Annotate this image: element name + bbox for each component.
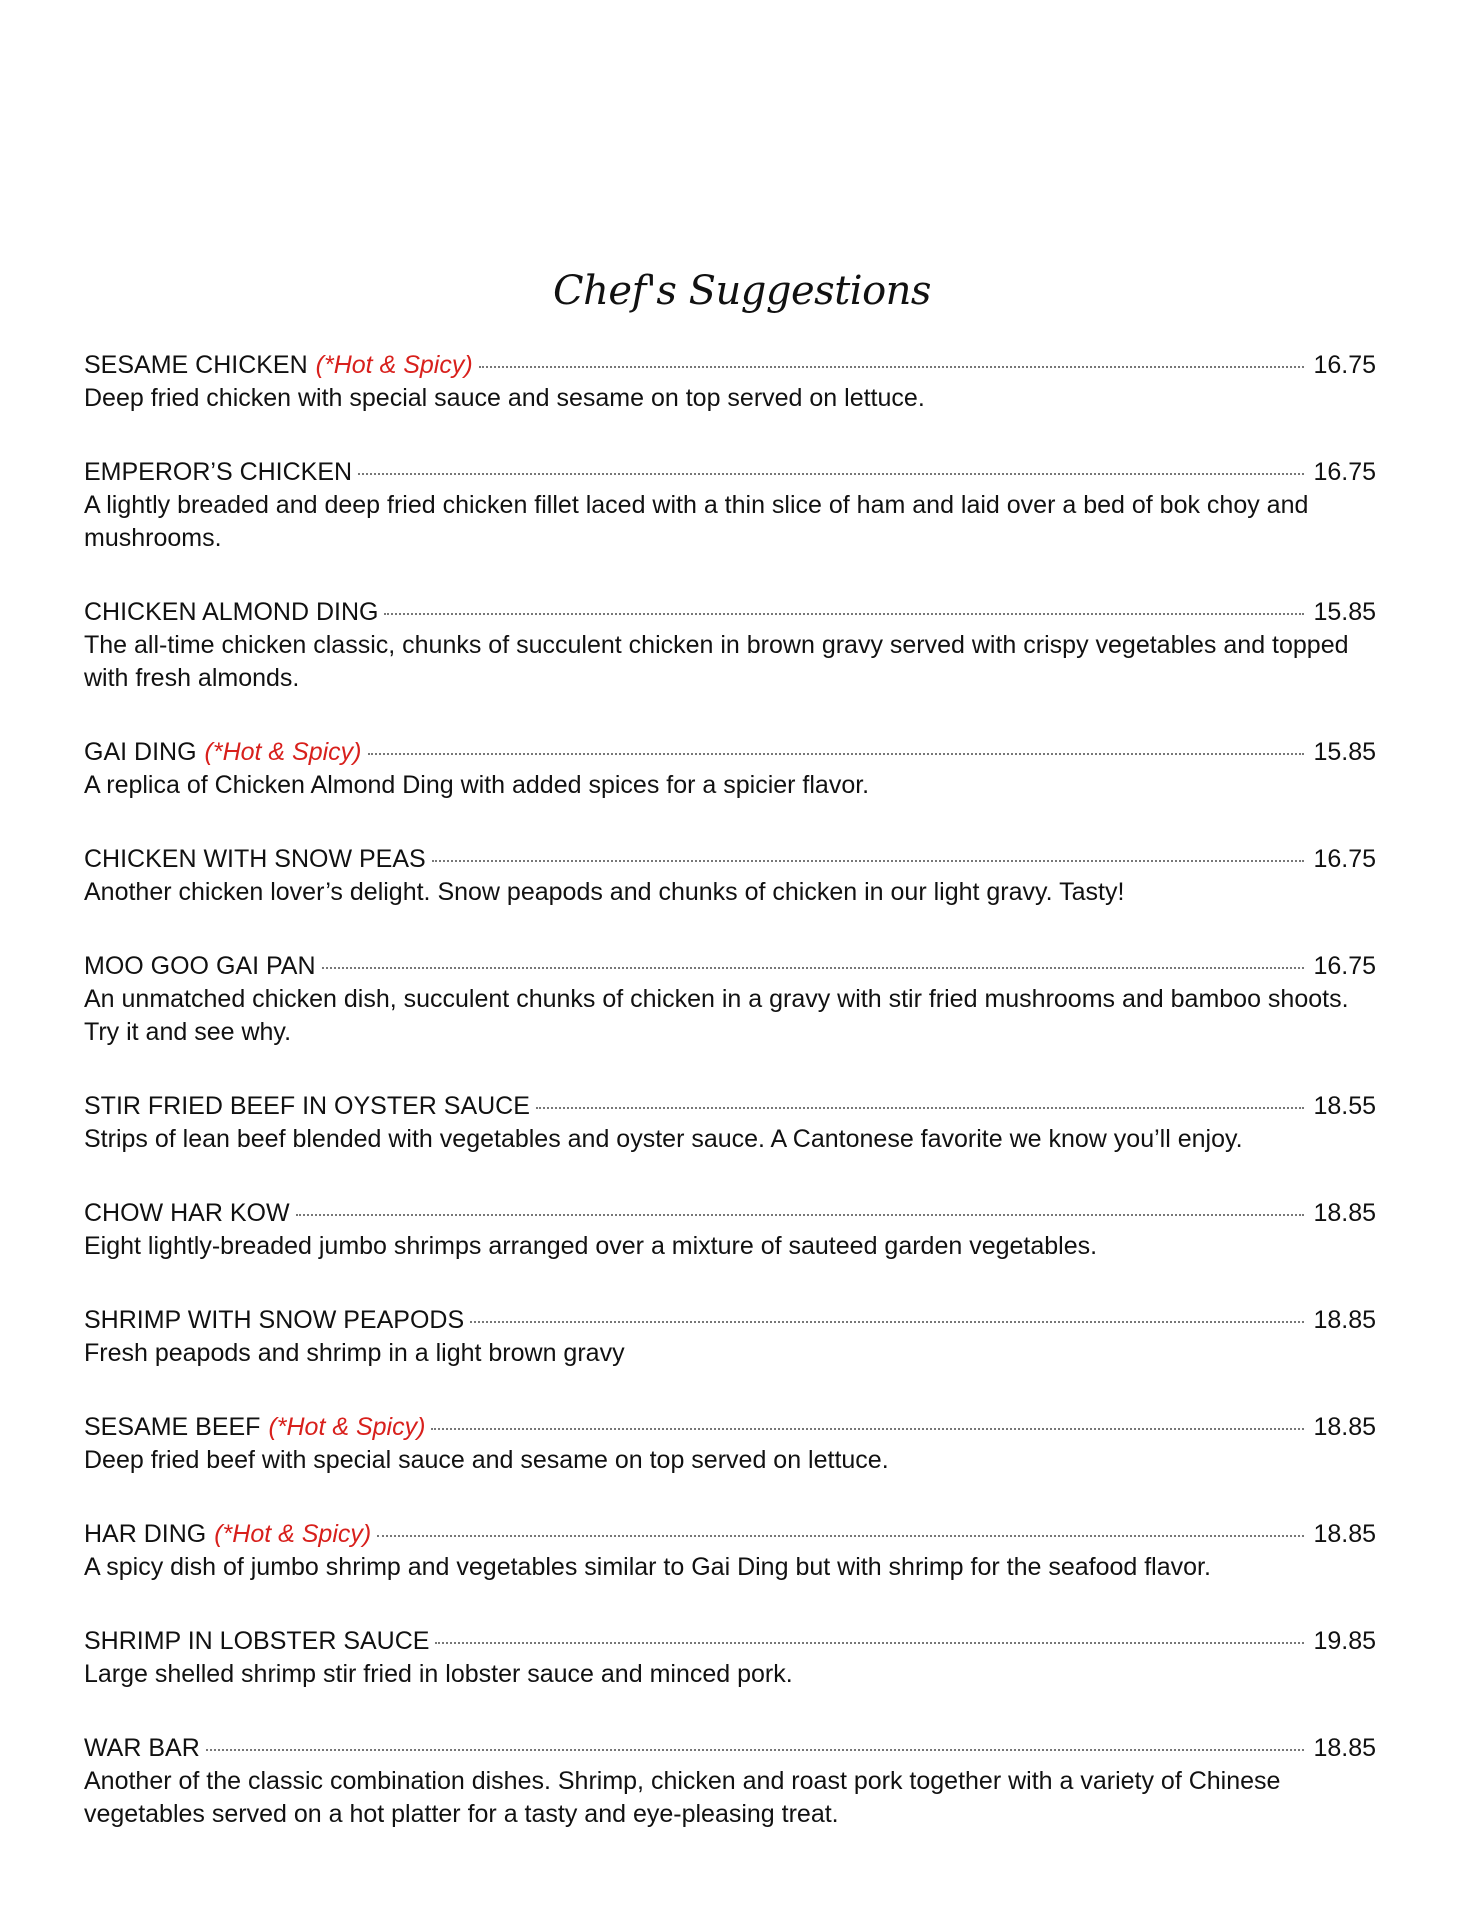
- menu-item-price: 18.85: [1313, 1199, 1376, 1227]
- menu-item-price: 15.85: [1313, 738, 1376, 766]
- menu-item-header: [84, 1731, 1376, 1765]
- spicy-label: (*Hot & Spicy): [214, 1520, 372, 1548]
- menu-item-price: 18.85: [1313, 1413, 1376, 1441]
- menu-item-description: Strips of lean beef blended with vegetables and oyster sauce. A Cantonese favorite we know you’ll enjoy.: [84, 1125, 1243, 1153]
- menu-list: [84, 348, 1376, 1871]
- menu-item: [84, 1089, 1376, 1156]
- menu-item-name: WAR BAR: [84, 1734, 200, 1762]
- menu-item-header: [84, 1410, 1376, 1444]
- menu-item: [84, 348, 1376, 415]
- menu-item-description: An unmatched chicken dish, succulent chunks of chicken in a gravy with stir fried mushrooms and bamboo shoots. Try it and see why.: [84, 985, 1349, 1046]
- menu-item-header: [84, 1303, 1376, 1337]
- menu-item: [84, 455, 1376, 555]
- dot-leader: [435, 1642, 1304, 1644]
- menu-item-name: STIR FRIED BEEF IN OYSTER SAUCE: [84, 1092, 530, 1120]
- menu-item-price: 18.85: [1313, 1306, 1376, 1334]
- menu-item-price: 16.75: [1313, 458, 1376, 486]
- dot-leader: [470, 1321, 1304, 1323]
- menu-item-description: A lightly breaded and deep fried chicken fillet laced with a thin slice of ham and laid over a bed of bok choy and mushrooms.: [84, 491, 1309, 552]
- menu-item: [84, 1196, 1376, 1263]
- menu-item: [84, 1517, 1376, 1584]
- page-title: Chef's Suggestions: [553, 268, 931, 314]
- menu-item-description: Another of the classic combination dishes. Shrimp, chicken and roast pork together with a variety of Chinese vegetables served on a hot platter for a tasty and eye-pleasing treat.: [84, 1767, 1281, 1828]
- menu-item-description: A replica of Chicken Almond Ding with added spices for a spicier flavor.: [84, 771, 870, 799]
- spicy-label: (*Hot & Spicy): [268, 1413, 426, 1441]
- menu-item: [84, 1731, 1376, 1831]
- menu-item-name: CHOW HAR KOW: [84, 1199, 290, 1227]
- menu-item-header: [84, 1196, 1376, 1230]
- menu-item-header: [84, 455, 1376, 489]
- menu-item-name: GAI DING: [84, 738, 197, 766]
- menu-item-header: [84, 595, 1376, 629]
- menu-item: [84, 595, 1376, 695]
- dot-leader: [384, 613, 1304, 615]
- dot-leader: [479, 366, 1304, 368]
- menu-item-price: 18.55: [1313, 1092, 1376, 1120]
- menu-item: [84, 1303, 1376, 1370]
- menu-item-header: [84, 348, 1376, 382]
- menu-item: [84, 949, 1376, 1049]
- menu-item-description: Deep fried beef with special sauce and sesame on top served on lettuce.: [84, 1446, 889, 1474]
- menu-item-name: EMPEROR’S CHICKEN: [84, 458, 353, 486]
- menu-item-name: SHRIMP IN LOBSTER SAUCE: [84, 1627, 430, 1655]
- menu-item: [84, 1624, 1376, 1691]
- spicy-label: (*Hot & Spicy): [315, 351, 473, 379]
- menu-item-description: Fresh peapods and shrimp in a light brown gravy: [84, 1339, 625, 1367]
- dot-leader: [431, 1428, 1304, 1430]
- menu-item: [84, 735, 1376, 802]
- menu-item-header: [84, 1089, 1376, 1123]
- dot-leader: [322, 967, 1304, 969]
- dot-leader: [377, 1535, 1304, 1537]
- menu-item-header: [84, 1517, 1376, 1551]
- menu-item-header: [84, 735, 1376, 769]
- menu-item-description: The all-time chicken classic, chunks of succulent chicken in brown gravy served with crispy vegetables and topped with fresh almonds.: [84, 631, 1349, 692]
- menu-item-name: CHICKEN ALMOND DING: [84, 598, 379, 626]
- menu-item-description: A spicy dish of jumbo shrimp and vegetables similar to Gai Ding but with shrimp for the seafood flavor.: [84, 1553, 1211, 1581]
- menu-item-description: Eight lightly-breaded jumbo shrimps arranged over a mixture of sauteed garden vegetables.: [84, 1232, 1098, 1260]
- menu-item-header: [84, 949, 1376, 983]
- menu-item-price: 18.85: [1313, 1734, 1376, 1762]
- menu-item-price: 15.85: [1313, 598, 1376, 626]
- dot-leader: [432, 860, 1304, 862]
- menu-item-price: 16.75: [1313, 351, 1376, 379]
- menu-item-name: SESAME CHICKEN: [84, 351, 308, 379]
- menu-item-name: HAR DING: [84, 1520, 207, 1548]
- menu-item-name: MOO GOO GAI PAN: [84, 952, 316, 980]
- menu-item-name: CHICKEN WITH SNOW PEAS: [84, 845, 426, 873]
- menu-item-price: 16.75: [1313, 845, 1376, 873]
- spicy-label: (*Hot & Spicy): [204, 738, 362, 766]
- menu-item-description: Another chicken lover’s delight. Snow peapods and chunks of chicken in our light gravy. Tasty!: [84, 878, 1125, 906]
- menu-item: [84, 1410, 1376, 1477]
- menu-item-description: Deep fried chicken with special sauce and sesame on top served on lettuce.: [84, 384, 925, 412]
- dot-leader: [206, 1749, 1304, 1751]
- menu-item-header: [84, 1624, 1376, 1658]
- dot-leader: [368, 753, 1305, 755]
- dot-leader: [536, 1107, 1304, 1109]
- menu-item-price: 18.85: [1313, 1520, 1376, 1548]
- menu-item: [84, 842, 1376, 909]
- dot-leader: [358, 473, 1304, 475]
- dot-leader: [296, 1214, 1304, 1216]
- menu-item-price: 16.75: [1313, 952, 1376, 980]
- menu-item-description: Large shelled shrimp stir fried in lobster sauce and minced pork.: [84, 1660, 793, 1688]
- menu-item-name: SHRIMP WITH SNOW PEAPODS: [84, 1306, 465, 1334]
- menu-item-header: [84, 842, 1376, 876]
- menu-item-price: 19.85: [1313, 1627, 1376, 1655]
- menu-item-name: SESAME BEEF: [84, 1413, 261, 1441]
